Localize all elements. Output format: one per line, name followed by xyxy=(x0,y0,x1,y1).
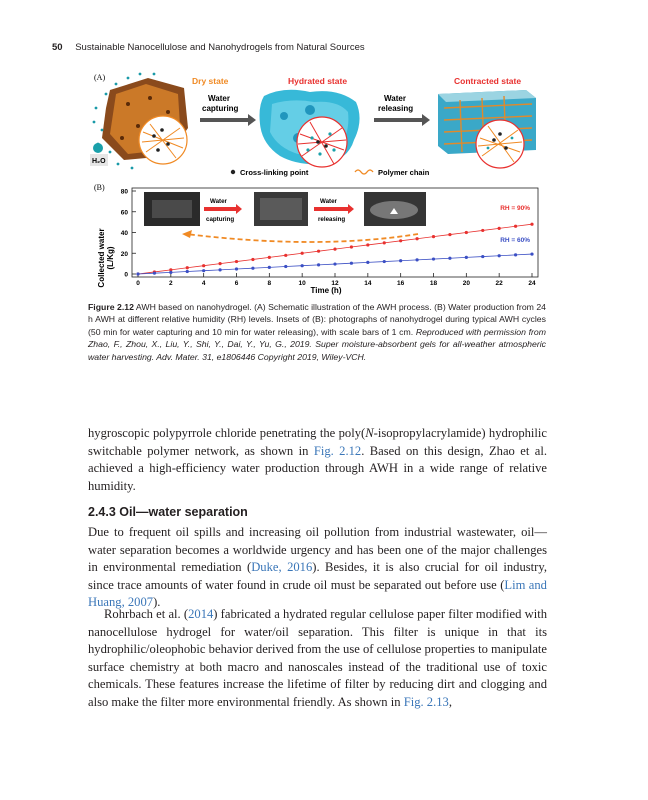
cycle-dashed-arrow xyxy=(186,234,418,242)
p2-text-a: Due to frequent oil spills and increasing oil pollution from industrial wastewater, oil—water separation becomes a worldwide urgency and has been one of the major challenges in environmental remediation ( xyxy=(88,525,547,575)
data-point-rh90 xyxy=(317,250,320,253)
data-point-rh90 xyxy=(186,266,189,269)
data-point-rh60 xyxy=(186,270,189,273)
data-point-rh90 xyxy=(415,237,418,240)
data-point-rh60 xyxy=(218,268,221,271)
x-tick-label: 12 xyxy=(331,280,339,287)
data-point-rh60 xyxy=(448,257,451,260)
y-tick-label: 40 xyxy=(120,230,128,237)
x-tick-label: 8 xyxy=(267,280,272,287)
p3-text-b: ) fabricated a hydrated regular cellulose paper filter modified with nanocellulose hydrogel for water/oil separation. This filter is unique in that its hydrophilic/oleophobic behavior derived from the use of cellulose properties to manipulate surface chemistry at both macro and nanoscales instead of the traditional use of toxic chemicals. These features increase the lifetime of filter by reducing dirt and clogging and also make the filter more environmental friendly. As shown in xyxy=(88,607,547,709)
p1-text-b: -isopropylacrylamide) hydrophilic switchable polymer network, as shown in xyxy=(88,426,547,458)
polymer-chain-legend-icon xyxy=(355,170,373,174)
panel-b-label: (B) xyxy=(94,183,105,192)
x-tick-label: 10 xyxy=(298,280,306,287)
section-title: Oil—water separation xyxy=(119,505,248,519)
data-point-rh60 xyxy=(415,258,418,261)
capturing-arrow-icon xyxy=(200,114,256,126)
data-point-rh90 xyxy=(218,262,221,265)
data-point-rh60 xyxy=(432,257,435,260)
x-tick-label: 20 xyxy=(462,280,470,287)
link-fig-2-12[interactable]: Fig. 2.12 xyxy=(313,443,362,458)
data-point-rh90 xyxy=(235,260,238,263)
data-point-rh90 xyxy=(448,233,451,236)
y-tick-label: 80 xyxy=(120,188,128,196)
data-point-rh90 xyxy=(301,252,304,255)
data-point-rh60 xyxy=(350,262,353,265)
p2-text-c: ). xyxy=(153,595,161,610)
h2o-label: H₂O xyxy=(92,158,106,165)
x-tick-label: 24 xyxy=(528,280,536,287)
y-tick-label: 20 xyxy=(120,250,128,258)
data-point-rh90 xyxy=(350,245,353,248)
section-number: 2.4.3 xyxy=(88,505,116,519)
inset-capturing-label-2: capturing xyxy=(206,216,235,223)
data-point-rh90 xyxy=(481,229,484,232)
data-point-rh60 xyxy=(399,259,402,262)
paragraph-1 xyxy=(88,425,547,495)
x-axis-label: Time (h) xyxy=(310,286,342,295)
figure-2-12 xyxy=(88,68,546,300)
inset-photographs xyxy=(144,192,426,242)
x-tick-label: 6 xyxy=(234,280,239,287)
data-point-rh60 xyxy=(268,266,271,269)
running-header xyxy=(52,42,365,53)
hydrated-state-label: Hydrated state xyxy=(288,76,348,86)
series-label-rh90: RH = 90% xyxy=(500,205,530,213)
data-point-rh60 xyxy=(333,262,336,265)
x-tick-label: 22 xyxy=(495,280,503,287)
caption-credit: Reproduced with permission from Zhao, F., Zhou, X., Liu, Y., Shi, Y., Dai, Y., Yu, G., 2019. Super moisture-absorbent gels for all-weather atmospheric water harvesting. Adv. Mater. 31, e1806446 Copyright 2019, Wiley-VCH. xyxy=(88,326,546,362)
y-tick-label: 60 xyxy=(120,209,128,217)
water-capturing-label-2: capturing xyxy=(202,104,239,113)
data-point-rh90 xyxy=(333,248,336,251)
paragraph-3 xyxy=(88,606,547,712)
link-fig-2-13[interactable]: Fig. 2.13 xyxy=(403,694,449,709)
data-point-rh60 xyxy=(514,253,517,256)
running-title: Sustainable Nanocellulose and Nanohydrogels from Natural Sources xyxy=(75,42,365,53)
hydrated-state-illustration xyxy=(260,90,360,167)
inset-capturing-arrow-icon xyxy=(204,204,242,214)
data-point-rh60 xyxy=(317,263,320,266)
data-point-rh90 xyxy=(366,243,369,246)
contracted-state-label: Contracted state xyxy=(454,76,522,86)
crosslink-legend-icon xyxy=(231,170,235,174)
data-point-rh90 xyxy=(432,235,435,238)
y-axis-label-1: Collected water xyxy=(97,228,106,288)
paragraph-2 xyxy=(88,524,547,612)
data-point-rh90 xyxy=(399,239,402,242)
data-point-rh60 xyxy=(465,256,468,259)
p1-italic-n: N xyxy=(365,426,374,440)
link-rohrbach-2014[interactable]: 2014 xyxy=(188,607,214,621)
caption-label: Figure 2.12 xyxy=(88,302,134,312)
caption-text: AWH based on nanohydrogel. (A) Schematic illustration of the AWH process. (B) Water production from 24 h AWH at different relative humidity (RH) levels. Insets of (B): photographs of nanohydrogel during typical AWH cycles (50 min for water capturing and 10 min for water releasing), with scale bars of 1 cm. xyxy=(88,302,547,337)
legend-crosslink: Cross-linking point xyxy=(240,168,309,177)
data-point-rh60 xyxy=(235,267,238,270)
p1-text-a: hygroscopic polypyrrole chloride penetrating the poly( xyxy=(88,426,366,440)
x-tick-label: 16 xyxy=(397,280,405,287)
data-point-rh60 xyxy=(530,252,533,255)
inset-releasing-arrow-icon xyxy=(314,204,354,214)
dry-state-illustration xyxy=(102,78,188,164)
x-tick-label: 2 xyxy=(169,280,173,287)
water-releasing-label-1: Water xyxy=(384,94,406,103)
data-point-rh90 xyxy=(202,264,205,267)
inset-releasing-label-1: Water xyxy=(320,198,337,205)
inset-releasing-label-2: releasing xyxy=(318,216,346,223)
data-point-rh60 xyxy=(366,261,369,264)
section-heading xyxy=(88,505,248,519)
data-point-rh60 xyxy=(169,271,172,274)
data-point-rh60 xyxy=(301,264,304,267)
x-tick-label: 0 xyxy=(136,280,140,287)
water-capturing-label-1: Water xyxy=(208,94,230,103)
data-point-rh90 xyxy=(284,254,287,257)
link-duke-2016[interactable]: Duke, 2016 xyxy=(251,560,313,575)
page-number: 50 xyxy=(52,42,63,53)
data-point-rh60 xyxy=(481,255,484,258)
data-point-rh60 xyxy=(383,260,386,263)
data-point-rh90 xyxy=(530,223,533,226)
legend-polymer: Polymer chain xyxy=(378,168,430,177)
contracted-state-illustration xyxy=(438,90,536,168)
panel-a-label: (A) xyxy=(94,73,106,82)
data-point-rh60 xyxy=(251,267,254,270)
p1-text-c: . Based on this design, Zhao et al. achieved a high-efficiency water production through AWH in a wide range of relative humidity. xyxy=(88,443,547,493)
figure-caption xyxy=(88,301,546,363)
data-point-rh90 xyxy=(465,231,468,234)
x-tick-label: 18 xyxy=(429,280,438,287)
data-point-rh60 xyxy=(202,269,205,272)
data-point-rh60 xyxy=(284,265,287,268)
x-tick-label: 14 xyxy=(364,280,372,287)
link-lim-huang-2007[interactable]: Lim and Huang, 2007 xyxy=(88,577,547,610)
dry-state-label: Dry state xyxy=(192,76,229,86)
data-point-rh90 xyxy=(251,258,254,261)
x-tick-label: 4 xyxy=(201,280,206,287)
releasing-arrow-icon xyxy=(374,114,430,126)
inset-capturing-label-1: Water xyxy=(210,198,227,205)
data-point-rh90 xyxy=(383,241,386,244)
data-point-rh60 xyxy=(136,272,139,275)
data-point-rh60 xyxy=(153,272,156,275)
y-axis-label-2: (L/Kg) xyxy=(106,246,115,270)
water-releasing-label-2: releasing xyxy=(378,104,414,113)
series-label-rh60: RH = 60% xyxy=(500,237,530,245)
data-point-rh90 xyxy=(514,225,517,228)
data-point-rh60 xyxy=(498,254,501,257)
data-point-rh90 xyxy=(498,227,501,230)
data-point-rh90 xyxy=(268,256,271,259)
p3-text-a: Rohrbach et al. ( xyxy=(104,607,189,621)
y-tick-label: 0 xyxy=(124,271,128,279)
p3-text-c: , xyxy=(448,694,452,709)
h2o-icon xyxy=(93,143,103,153)
p2-text-b: ). Besides, it is also crucial for oil industry, since trace amounts of water found in crude oil must be separated out before use ( xyxy=(88,560,547,592)
